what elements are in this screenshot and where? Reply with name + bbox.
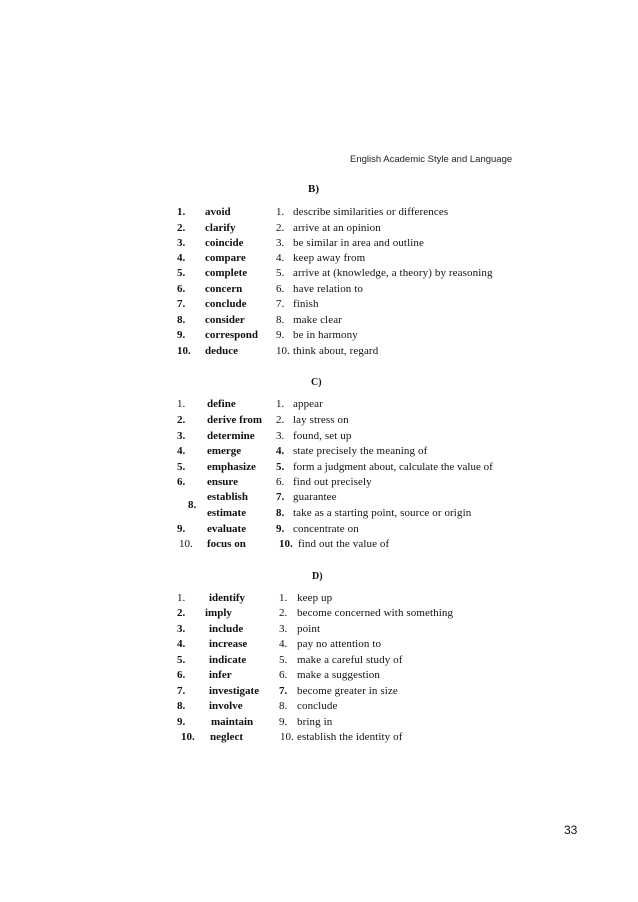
running-header: English Academic Style and Language [350,154,513,165]
term: emphasize [207,461,256,473]
term: include [209,623,244,635]
section-title-b: B) [308,183,319,195]
definition: be in harmony [293,329,358,341]
definition: find out precisely [293,476,372,488]
right-number: 8. [276,507,285,519]
right-number: 1. [276,398,285,410]
definition: appear [293,398,323,410]
left-number: 6. [177,476,186,488]
left-number: 2. [177,607,186,619]
term: emerge [207,445,242,457]
section-title-c: C) [311,377,322,388]
right-number: 6. [279,669,288,681]
right-number: 10. [280,731,294,743]
term: infer [209,669,232,681]
left-number: 4. [177,638,186,650]
term: coincide [205,237,244,249]
term: derive from [207,414,263,426]
right-number: 5. [279,654,288,666]
definition: establish the identity of [297,731,403,743]
left-number: 5. [177,654,186,666]
term: identify [209,592,246,604]
definition: keep away from [293,252,366,264]
left-number: 3. [177,623,186,635]
definition: concentrate on [293,523,359,535]
definition: finish [293,298,319,310]
left-number: 8. [188,499,197,511]
term: increase [209,638,248,650]
right-number: 3. [276,237,285,249]
term: ensure [207,476,238,488]
term: imply [205,607,232,619]
right-number: 3. [279,623,288,635]
definition: found, set up [293,430,352,442]
left-number: 1. [177,592,186,604]
definition: guarantee [293,491,337,503]
right-number: 6. [276,476,285,488]
term: evaluate [207,523,247,535]
right-number: 5. [276,267,285,279]
definition: make clear [293,314,342,326]
term: deduce [205,345,238,357]
right-number: 8. [276,314,285,326]
left-number: 8. [177,700,186,712]
right-number: 4. [279,638,288,650]
definition: become concerned with something [297,607,454,619]
definition: pay no attention to [297,638,382,650]
left-number: 9. [177,716,186,728]
definition: think about, regard [293,345,379,357]
term: neglect [210,731,243,743]
definition: keep up [297,592,333,604]
right-number: 1. [276,206,285,218]
term: focus on [207,538,246,550]
term: consider [205,314,245,326]
term: conclude [205,298,247,310]
term: establish [207,491,248,503]
left-number: 3. [177,237,186,249]
definition: conclude [297,700,338,712]
left-number: 1. [177,398,186,410]
term: define [207,398,236,410]
definition: arrive at (knowledge, a theory) by reasoning [293,267,493,279]
definition: find out the value of [298,538,390,550]
right-number: 9. [276,329,285,341]
term: complete [205,267,248,279]
right-number: 4. [276,252,285,264]
left-number: 3. [177,430,186,442]
right-number: 3. [276,430,285,442]
left-number: 10. [179,538,193,550]
right-number: 7. [279,685,288,697]
right-number: 2. [279,607,288,619]
right-number: 5. [276,461,285,473]
definition: become greater in size [297,685,398,697]
left-number: 6. [177,283,186,295]
definition: take as a starting point, source or origin [293,507,472,519]
definition: be similar in area and outline [293,237,424,249]
left-number: 4. [177,252,186,264]
left-number: 2. [177,414,186,426]
definition: make a suggestion [297,669,380,681]
right-number: 9. [279,716,288,728]
right-number: 7. [276,491,285,503]
left-number: 10. [181,731,195,743]
right-number: 9. [276,523,285,535]
definition: state precisely the meaning of [293,445,428,457]
definition: describe similarities or differences [293,206,449,218]
right-number: 2. [276,414,285,426]
term: compare [205,252,246,264]
term: investigate [209,685,260,697]
section-title-d: D) [312,571,323,582]
left-number: 9. [177,523,186,535]
left-number: 9. [177,329,186,341]
definition: arrive at an opinion [293,222,381,234]
term: involve [209,700,243,712]
right-number: 10. [279,538,293,550]
term: determine [207,430,255,442]
definition: bring in [297,716,333,728]
term: avoid [205,206,231,218]
definition: make a careful study of [297,654,403,666]
right-number: 6. [276,283,285,295]
term: estimate [207,507,247,519]
right-number: 1. [279,592,288,604]
left-number: 5. [177,267,186,279]
right-number: 8. [279,700,288,712]
left-number: 7. [177,298,186,310]
term: clarify [205,222,236,234]
left-number: 6. [177,669,186,681]
left-number: 10. [177,345,191,357]
definition: have relation to [293,283,364,295]
definition: form a judgment about, calculate the value of [293,461,493,473]
term: concern [205,283,243,295]
term: maintain [211,716,254,728]
left-number: 1. [177,206,186,218]
left-number: 5. [177,461,186,473]
right-number: 2. [276,222,285,234]
left-number: 4. [177,445,186,457]
page-number: 33 [564,823,578,837]
left-number: 2. [177,222,186,234]
term: correspond [205,329,258,341]
definition: lay stress on [293,414,349,426]
right-number: 4. [276,445,285,457]
left-number: 7. [177,685,186,697]
term: indicate [209,654,247,666]
right-number: 7. [276,298,285,310]
right-number: 10. [276,345,290,357]
definition: point [297,623,321,635]
left-number: 8. [177,314,186,326]
